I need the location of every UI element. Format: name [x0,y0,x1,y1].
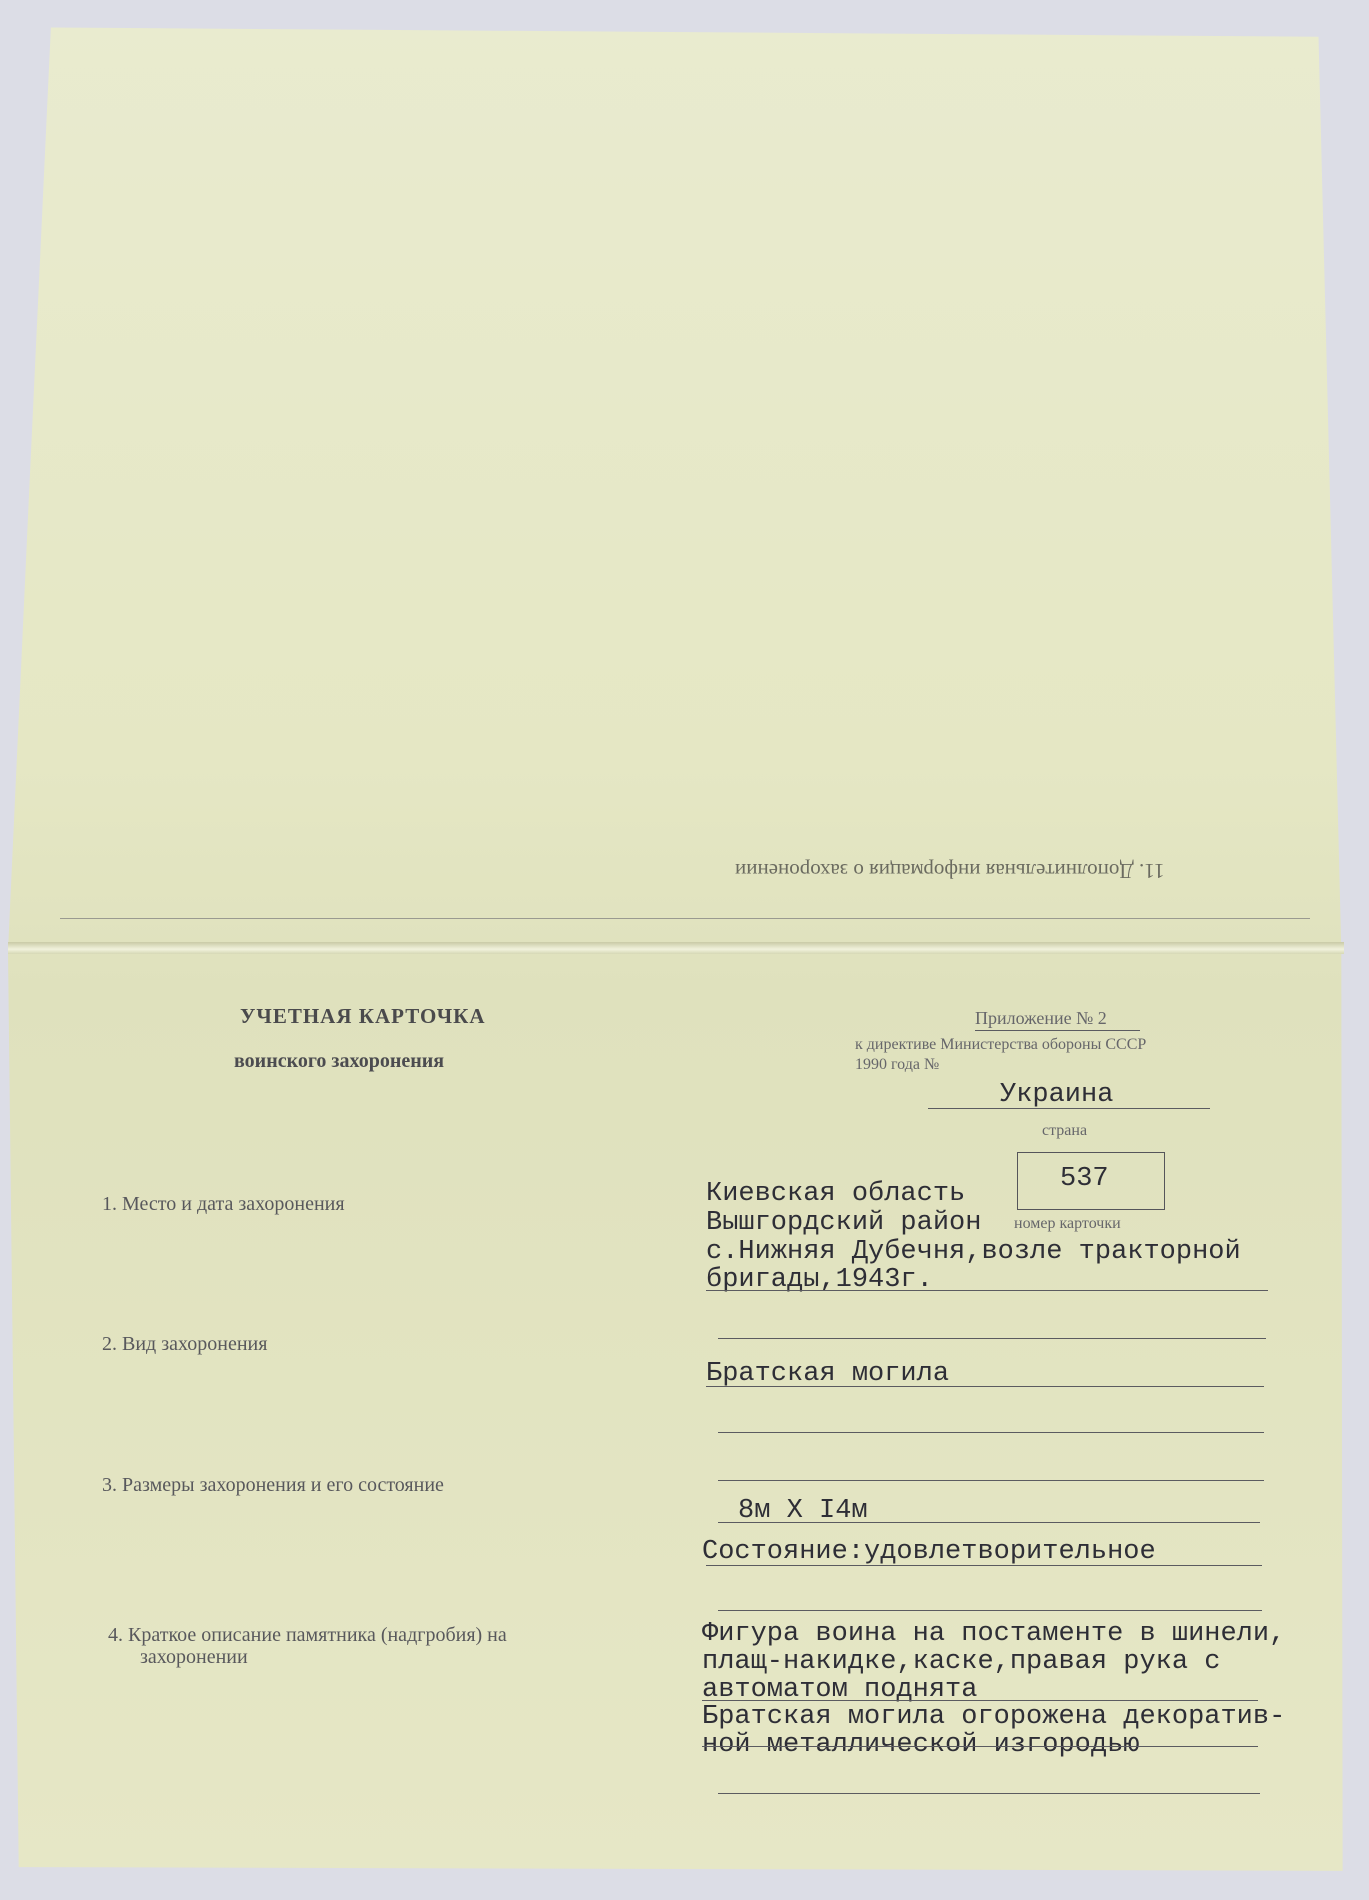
item-11-upside-down: 11. Дополнительная информация о захоронении [735,859,1165,883]
back-rule [60,918,1310,919]
field-4-label-line-1: 4. Краткое описание памятника (надгробия) на [108,1624,507,1646]
card-number-value: 537 [1060,1164,1109,1194]
field-4-rule-3 [718,1793,1260,1794]
field-4-rule-1 [702,1700,1258,1701]
field-3-line-1: 8м X I4м [738,1496,868,1526]
field-1-line-4: бригады,1943г. [706,1265,933,1295]
field-2-label: 2. Вид захоронения [102,1333,268,1355]
field-3-line-2: Состояние:удовлетворительное [702,1537,1156,1567]
field-1-rule-2 [718,1338,1266,1339]
field-3-rule-3 [718,1610,1262,1611]
field-3-rule-2 [706,1565,1262,1566]
directive-line-1: к директиве Министерства обороны СССР [855,1036,1147,1053]
field-1-rule-1 [706,1290,1268,1291]
field-1-line-2: Вышгордский район [706,1208,982,1238]
field-1-label: 1. Место и дата захоронения [102,1193,345,1215]
field-4-line-4: Братская могила огорожена декоратив- [702,1702,1286,1732]
country-rule [928,1108,1210,1109]
country-caption: страна [1042,1122,1088,1139]
field-1-line-1: Киевская область [706,1179,966,1209]
card-subtitle: воинского захоронения [234,1050,445,1072]
directive-line-2: 1990 года № [855,1056,940,1073]
card-title: УЧЕТНАЯ КАРТОЧКА [240,1004,486,1028]
field-2-rule-3 [718,1480,1264,1481]
appendix-underline [975,1030,1140,1031]
field-3-label: 3. Размеры захоронения и его состояние [102,1474,444,1496]
field-4-line-1: Фигура воина на постаменте в шинели, [702,1619,1286,1649]
field-4-line-3: автоматом поднята [702,1675,978,1705]
field-1-line-3: с.Нижняя Дубечня,возле тракторной [706,1237,1241,1267]
field-2-rule-2 [718,1432,1264,1433]
country-value: Украина [1000,1080,1114,1110]
field-4-line-2: плащ-накидке,каске,правая рука с [702,1647,1221,1677]
paper-fold [8,942,1344,954]
field-4-rule-2 [702,1746,1258,1747]
field-4-line-5: ной металлической изгородью [702,1730,1140,1760]
field-2-rule-1 [706,1386,1264,1387]
field-2-line-1: Братская могила [706,1359,950,1389]
appendix-label: Приложение № 2 [975,1008,1107,1028]
field-4-label-line-2: захоронении [140,1646,248,1668]
card-number-caption: номер карточки [1014,1215,1121,1232]
field-3-rule-1 [718,1522,1260,1523]
